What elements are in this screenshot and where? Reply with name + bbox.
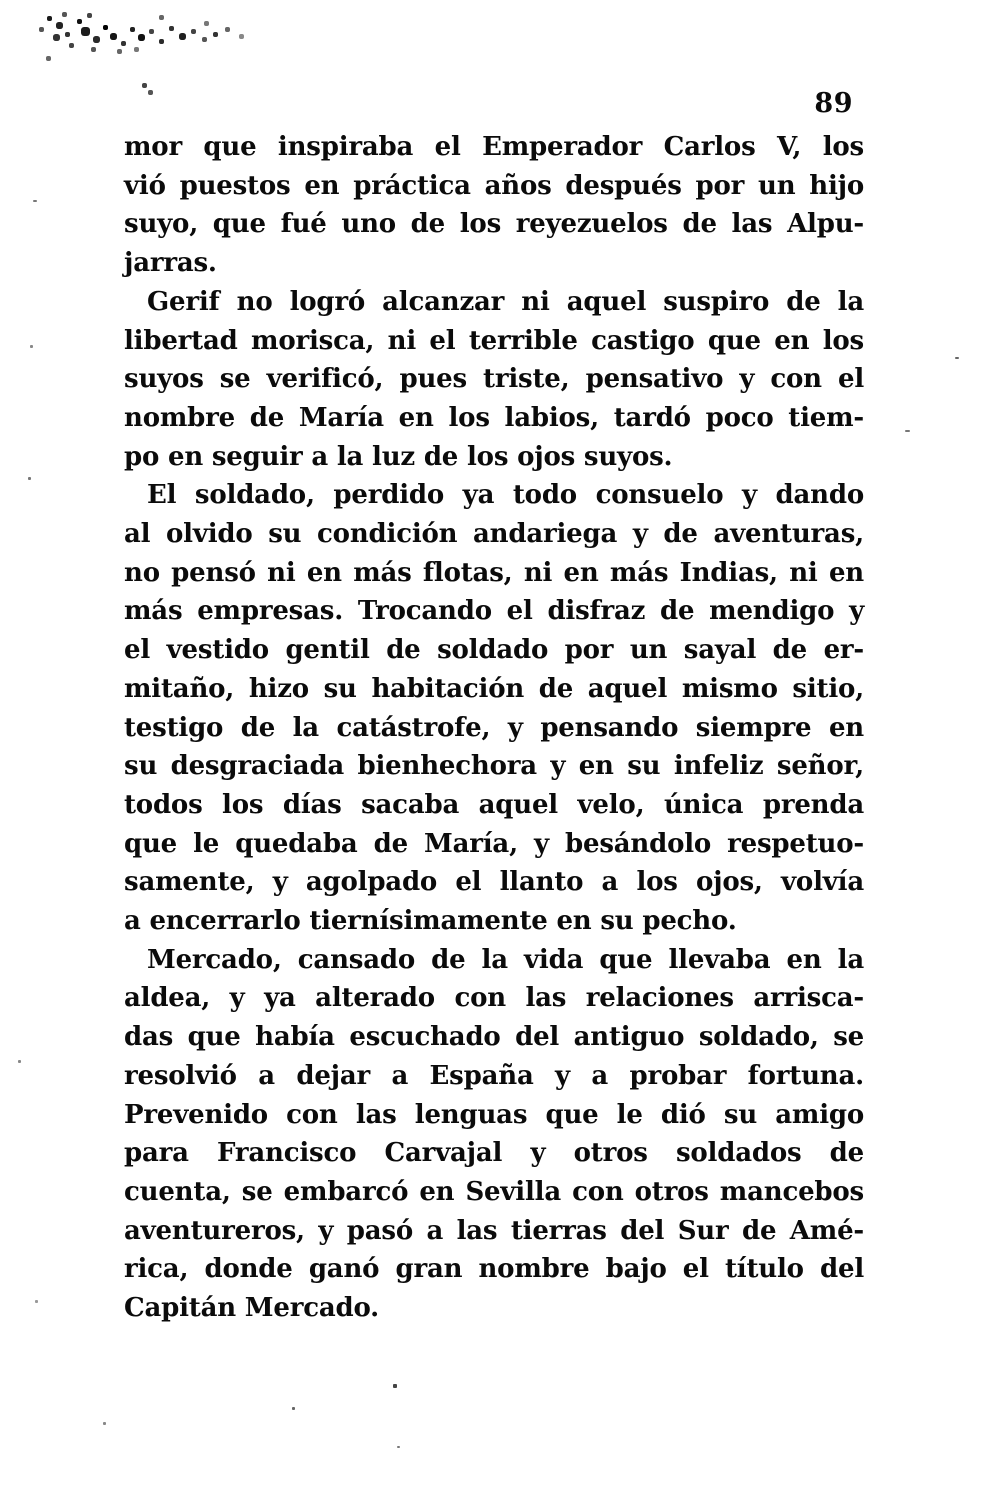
text-line-p3-l9: todos los días sacaba aquel velo, única prenda xyxy=(124,789,864,820)
text-line-p4-l7: cuenta, se embarcó en Sevilla con otros mancebos xyxy=(124,1176,864,1207)
text-line-p4-l4: resolvió a dejar a España y a probar fortuna. xyxy=(124,1060,864,1091)
text-line-p2-l1: Gerif no logró alcanzar ni aquel suspiro de la xyxy=(147,286,864,317)
text-line-p3-l8: su desgraciada bienhechora y en su infeliz señor, xyxy=(124,751,864,782)
text-line-p4-l10: Capitán Mercado. xyxy=(124,1293,380,1324)
scan-speck xyxy=(35,1300,38,1303)
text-line-p1-l1: mor que inspiraba el Emperador Carlos V, los xyxy=(124,132,864,162)
text-line-p1-l2: vió puestos en práctica años después por un hijo xyxy=(124,170,864,201)
text-line-p4-l5: Prevenido con las lenguas que le dió su amigo xyxy=(124,1099,864,1130)
scan-speck xyxy=(292,1407,295,1410)
scan-speck xyxy=(393,1384,397,1388)
text-line-p4-l6: para Francisco Carvajal y otros soldados de xyxy=(124,1138,864,1169)
text-line-p3-l1: El soldado, perdido ya todo consuelo y dando xyxy=(147,480,864,511)
text-block xyxy=(124,128,864,1328)
scan-speck xyxy=(30,345,33,348)
text-line-p3-l3: no pensó ni en más flotas, ni en más Indias, ni en xyxy=(124,557,864,588)
scan-speck xyxy=(33,200,37,202)
text-line-p3-l12: a encerrarlo tiernísimamente en su pecho. xyxy=(124,906,737,937)
text-line-p4-l9: rica, donde ganó gran nombre bajo el título del xyxy=(124,1254,864,1285)
text-line-p4-l3: das que había escuchado del antiguo soldado, se xyxy=(124,1022,864,1053)
text-line-p2-l2: libertad morisca, ni el terrible castigo que en los xyxy=(124,325,864,356)
scan-speck xyxy=(18,1060,21,1063)
scan-speck xyxy=(955,357,959,359)
text-line-p2-l3: suyos se verificó, pues triste, pensativo y con el xyxy=(124,364,864,395)
text-line-p3-l4: más empresas. Trocando el disfraz de mendigo y xyxy=(124,596,864,627)
text-line-p4-l2: aldea, y ya alterado con las relaciones arrisca- xyxy=(124,983,864,1014)
text-line-p1-l3: suyo, que fué uno de los reyezuelos de las Alpu- xyxy=(124,209,864,240)
text-line-p3-l10: que le quedaba de María, y besándolo respetuo- xyxy=(124,828,864,859)
scan-speck xyxy=(905,430,910,432)
page-number: 89 xyxy=(814,88,853,119)
text-line-p2-l5: po en seguir a la luz de los ojos suyos. xyxy=(124,441,673,472)
text-line-p4-l1: Mercado, cansado de la vida que llevaba en la xyxy=(147,944,864,975)
text-line-p3-l2: al olvido su condición andariega y de aventuras, xyxy=(124,519,864,550)
text-line-p3-l11: samente, y agolpado el llanto a los ojos, volvía xyxy=(124,867,864,898)
text-line-p2-l4: nombre de María en los labios, tardó poco tiem- xyxy=(124,402,864,433)
text-line-p3-l5: el vestido gentil de soldado por un sayal de er- xyxy=(124,635,864,666)
text-line-p3-l7: testigo de la catástrofe, y pensando siempre en xyxy=(124,712,864,743)
scan-smudge xyxy=(0,0,3,3)
text-line-p1-l4: jarras. xyxy=(124,248,217,279)
text-line-p3-l6: mitaño, hizo su habitación de aquel mismo sitio, xyxy=(124,673,864,704)
scan-speck xyxy=(28,477,31,480)
scan-speck xyxy=(103,1422,106,1425)
scan-speck xyxy=(397,1446,400,1448)
text-line-p4-l8: aventureros, y pasó a las tierras del Sur de Amé- xyxy=(124,1215,864,1246)
